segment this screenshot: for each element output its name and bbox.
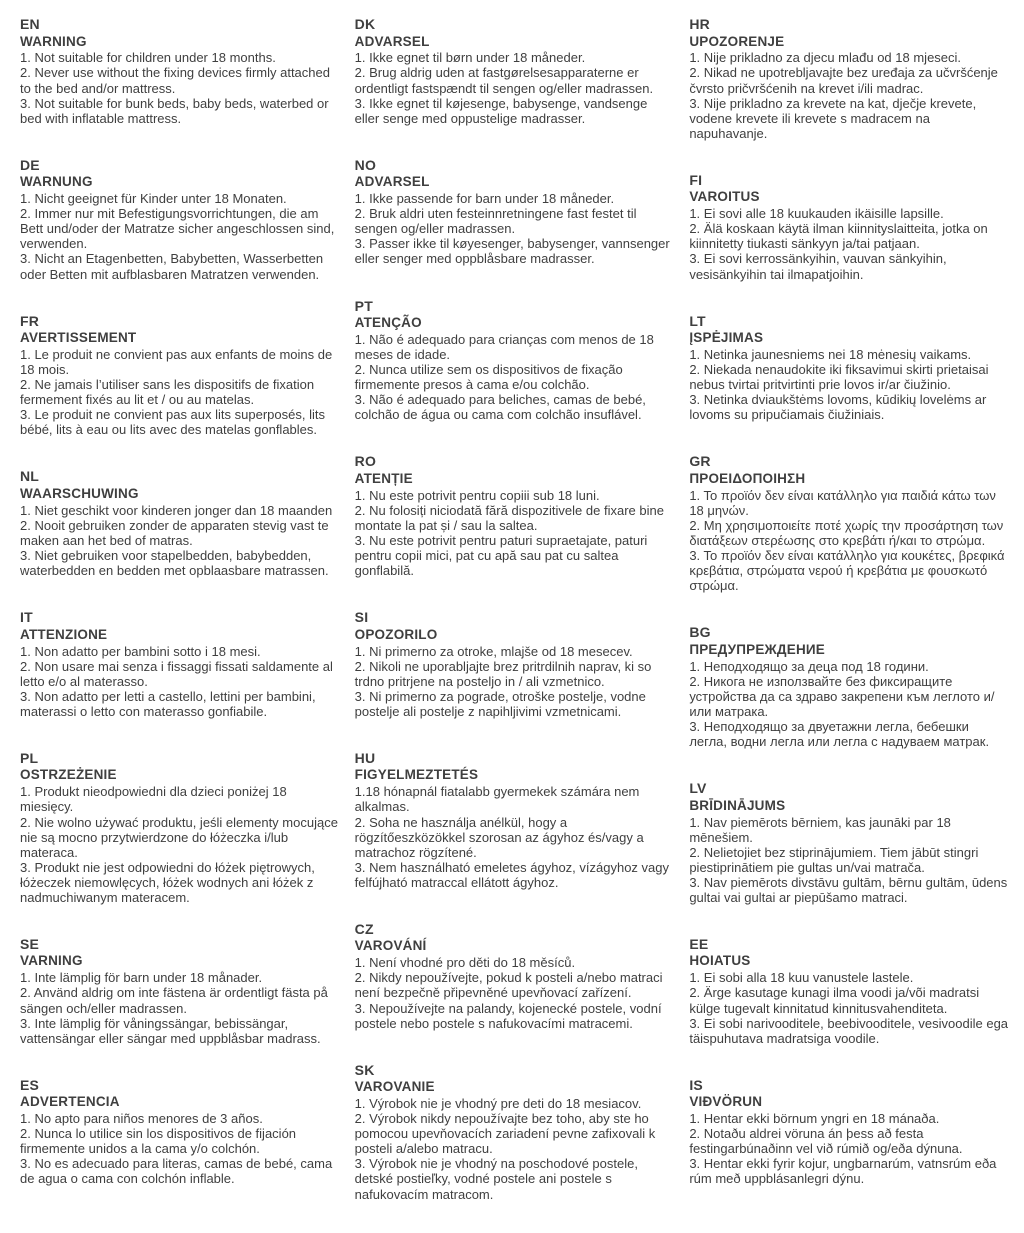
warning-item: 2. Nikdy nepoužívejte, pokud k posteli a/nebo matraci není bezpečně připevněné upevňovací zařízení. bbox=[354, 970, 663, 1001]
warning-item: 2. Ne jamais l’utiliser sans les dispositifs de fixation fermement fixés au lit et / ou au matelas. bbox=[20, 377, 315, 408]
warning-section bbox=[355, 16, 676, 126]
warning-item: 2. Non usare mai senza i fissaggi fissati saldamente al letto e/o al materasso. bbox=[20, 658, 333, 689]
warning-item: 2. Nunca utilize sem os dispositivos de fixação firmemente presos à cama e/ou colchão. bbox=[354, 362, 623, 393]
warning-item: 2. Soha ne használja anélkül, hogy a rögzítőeszközökkel szorosan az ágyhoz és/vagy a matrachoz rögzítené. bbox=[354, 814, 644, 860]
warning-section bbox=[355, 1062, 676, 1202]
warning-item: 1. No apto para niños menores de 3 años. bbox=[20, 1111, 263, 1127]
warning-item: 2. Älä koskaan käytä ilman kiinnityslaitteita, jotka on kiinnitetty tiukasti sänkyyn ja/tai patjaan. bbox=[689, 221, 988, 252]
warning-heading: WAARSCHUWING bbox=[20, 485, 139, 501]
warning-item: 3. No es adecuado para literas, camas de bebé, cama de agua o cama con colchón inflable. bbox=[20, 1156, 333, 1187]
language-code: NO bbox=[354, 156, 377, 173]
warning-item: 2. Nikoli ne uporabljajte brez pritrdilnih naprav, ki so trdno pritrjene na posteljo in / ali vzmetnico. bbox=[354, 658, 652, 689]
language-code: CZ bbox=[354, 920, 374, 937]
warning-item: 1. Niet geschikt voor kinderen jonger dan 18 maanden bbox=[20, 502, 333, 518]
warning-item: 2. Μη χρησιμοποιείτε ποτέ χωρίς την προσάρτηση των διατάξεων στερέωσης στο κρεβάτι ή/και το στρώμα. bbox=[689, 517, 1004, 548]
language-code: FR bbox=[20, 312, 40, 329]
warning-item: 2. Nu folosiți niciodată fără dispozitivele de fixare bine montate la pat și / sau la saltea. bbox=[354, 502, 664, 533]
warning-item: 3. Nem használható emeletes ágyhoz, vízágyhoz vagy felfújható matraccal ellátott ágyhoz. bbox=[354, 859, 669, 890]
language-code: LT bbox=[689, 312, 706, 329]
warning-item: 3. Výrobok nie je vhodný na poschodové postele, detské postieľky, vodné postele ani postele s nafukovacím matracom. bbox=[354, 1156, 638, 1202]
warning-item: 3. Não é adequado para beliches, camas de bebé, colchão de água ou cama com colchão insuflável. bbox=[354, 392, 646, 423]
warning-item: 2. Bruk aldri uten festeinnretningene fast festet til sengen og/eller madrassen. bbox=[354, 206, 637, 237]
language-code: IS bbox=[689, 1076, 703, 1093]
column-1 bbox=[20, 16, 341, 1233]
warning-heading: ATENȚIE bbox=[354, 470, 413, 486]
language-code: PT bbox=[354, 297, 373, 314]
warning-item: 2. Never use without the fixing devices firmly attached to the bed and/or mattress. bbox=[20, 65, 330, 96]
warning-item: 1. Το προϊόν δεν είναι κατάλληλο για παιδιά κάτω των 18 μηνών. bbox=[689, 487, 996, 518]
warning-item: 3. Nicht an Etagenbetten, Babybetten, Wasserbetten oder Betten mit aufblasbaren Matratzen verwenden. bbox=[20, 251, 324, 282]
warning-section bbox=[20, 313, 341, 438]
warning-item: 2. Nelietojiet bez stiprinājumiem. Tiem jābūt stingri piestiprinātiem pie gultas un/vai matrača. bbox=[689, 844, 979, 875]
language-code: EN bbox=[20, 16, 40, 32]
warning-item: 3. Ni primerno za pograde, otroške postelje, vodne postelje ali postelje z napihljivimi vzmetnicami. bbox=[354, 688, 646, 719]
warning-item: 1. Nije prikladno za djecu mlađu od 18 mjeseci. bbox=[689, 50, 962, 66]
warning-item: 3. Неподходящо за двуетажни легла, бебешки легла, водни легла или легла с надуваем матрак. bbox=[689, 718, 990, 750]
warning-item: 2. Notaðu aldrei vöruna án þess að festa festingarbúnaðinn vel við rúmið og/eða dýnuna. bbox=[689, 1126, 963, 1157]
warning-item: 3. Ei sobi narivooditele, beebivooditele, vesivoodile ega täispuhutava madratsiga voodile. bbox=[689, 1015, 1009, 1046]
warning-heading: ΠΡΟΕΙΔΟΠΟΙΗΣΗ bbox=[689, 470, 806, 486]
warning-heading: VIÐVÖRUN bbox=[689, 1094, 763, 1110]
warning-section bbox=[355, 609, 676, 719]
warning-item: 3. Nepoužívejte na palandy, kojenecké postele, vodní postele nebo postele s nafukovacími matracemi. bbox=[354, 1000, 662, 1031]
language-code: FI bbox=[689, 171, 703, 188]
warning-heading: ATTENZIONE bbox=[20, 626, 108, 642]
warning-item: 1. Inte lämplig för barn under 18 månader. bbox=[20, 970, 263, 986]
warning-item: 1. Ikke egnet til børn under 18 måneder. bbox=[354, 50, 586, 66]
warning-section bbox=[689, 780, 1010, 905]
warning-item: 2. Ärge kasutage kunagi ilma voodi ja/või madratsi külge tugevalt kinnitatud kinnitusvahenditeta. bbox=[689, 985, 980, 1016]
language-code: RO bbox=[354, 453, 377, 470]
warning-item: 2. Använd aldrig om inte fästena är ordentligt fästa på sängen och/eller madrassen. bbox=[20, 985, 328, 1016]
warning-heading: ADVARSEL bbox=[354, 174, 430, 190]
warning-item: 1. Não é adequado para crianças com menos de 18 meses de idade. bbox=[354, 331, 654, 362]
warning-section bbox=[355, 157, 676, 267]
language-code: ES bbox=[20, 1076, 40, 1093]
warning-item: 3. Nu este potrivit pentru paturi supraetajate, paturi pentru copii mici, pat cu apă sau pat cu saltea gonflabilă. bbox=[354, 532, 648, 579]
warning-item: 3. Non adatto per letti a castello, lettini per bambini, materassi o letto con materasso gonfiabile. bbox=[20, 688, 316, 719]
warning-item: 3. Nije prikladno za krevete na kat, dječje krevete, vodene krevete ili krevete s madracem na napuhavanje. bbox=[689, 95, 977, 141]
warning-item: 2. Výrobok nikdy nepoužívajte bez toho, aby ste ho pomocou upevňovacích zariadení pevne zafixovali k posteli a/alebo matracu. bbox=[354, 1111, 656, 1157]
language-code: SK bbox=[354, 1061, 375, 1078]
warning-section bbox=[20, 1077, 341, 1187]
warning-item: 1. Netinka jaunesniems nei 18 mėnesių vaikams. bbox=[689, 346, 972, 362]
warning-section bbox=[20, 936, 341, 1046]
warning-section bbox=[20, 609, 341, 719]
language-code: EE bbox=[689, 935, 709, 952]
warning-section bbox=[20, 468, 341, 578]
warning-section bbox=[20, 157, 341, 282]
warning-item: 1. Nicht geeignet für Kinder unter 18 Monaten. bbox=[20, 191, 287, 207]
warning-item: 2. Brug aldrig uden at fastgørelsesapparaterne er ordentligt fastspændt til sengen og/eller madrassen. bbox=[354, 65, 654, 96]
warning-item: 3. Ikke egnet til køjesenge, babysenge, vandsenge eller senge med oppustelige madrasser. bbox=[354, 95, 648, 126]
warning-item: 1.18 hónapnál fiatalabb gyermekek számára nem alkalmas. bbox=[354, 784, 640, 815]
language-code: NL bbox=[20, 468, 40, 485]
warning-section bbox=[355, 453, 676, 578]
language-code: HU bbox=[354, 749, 376, 766]
warning-item: 1. Non adatto per bambini sotto i 18 mesi. bbox=[20, 643, 261, 659]
warning-item: 2. Nikad ne upotrebljavajte bez uređaja za učvršćenje čvrsto pričvršćenih na krevet i/ili madrac. bbox=[689, 65, 998, 96]
warning-section bbox=[689, 313, 1010, 423]
warning-item: 3. Το προϊόν δεν είναι κατάλληλο για κουκέτες, βρεφικά κρεβάτια, στρώματα νερού ή κρεβάτια με φουσκωτό στρώμα. bbox=[689, 548, 1005, 594]
column-2 bbox=[355, 16, 676, 1233]
warning-heading: ATENÇÃO bbox=[354, 315, 422, 331]
warning-item: 1. Nav piemērots bērniem, kas jaunāki par 18 mēnešiem. bbox=[689, 814, 951, 845]
warning-item: 1. Le produit ne convient pas aux enfants de moins de 18 mois. bbox=[20, 346, 333, 378]
warning-heading: WARNING bbox=[20, 33, 87, 49]
warning-item: 1. Hentar ekki börnum yngri en 18 mánaða. bbox=[689, 1111, 940, 1127]
warning-item: 3. Hentar ekki fyrir kojur, ungbarnarúm, vatnsrúm eða rúm með uppblásanlegri dýnu. bbox=[689, 1156, 997, 1187]
warning-heading: VAROVANIE bbox=[354, 1079, 435, 1095]
warning-item: 3. Le produit ne convient pas aux lits superposés, lits bébé, lits à eau ou lits avec des matelas gonflables. bbox=[20, 407, 325, 438]
warning-section bbox=[355, 750, 676, 890]
warning-item: 3. Passer ikke til køyesenger, babysenger, vannsenger eller senger med oppblåsbare madrasser. bbox=[354, 236, 670, 267]
warning-item: 1. Výrobok nie je vhodný pre deti do 18 mesiacov. bbox=[354, 1096, 642, 1112]
language-code: DK bbox=[354, 16, 376, 32]
language-code: SI bbox=[354, 609, 369, 626]
warning-section bbox=[689, 453, 1010, 593]
language-code: GR bbox=[689, 453, 711, 470]
warning-section bbox=[20, 750, 341, 905]
warning-item: 3. Niet gebruiken voor stapelbedden, babybedden, waterbedden en bedden met opblaasbare matrassen. bbox=[20, 548, 329, 579]
warning-section bbox=[20, 16, 341, 126]
language-code: IT bbox=[20, 609, 33, 626]
warning-section bbox=[689, 172, 1010, 282]
warning-item: 1. Produkt nieodpowiedni dla dzieci poniżej 18 miesięcy. bbox=[20, 784, 287, 815]
warning-item: 2. Nooit gebruiken zonder de apparaten stevig vast te maken aan het bed of matras. bbox=[20, 517, 329, 548]
warning-item: 3. Produkt nie jest odpowiedni do łóżek piętrowych, łóżeczek niemowlęcych, łóżek wodnych ani łóżek z nadmuchiwanym materacem. bbox=[20, 859, 315, 905]
warning-item: 1. Not suitable for children under 18 months. bbox=[20, 50, 276, 66]
language-code: BG bbox=[689, 624, 711, 641]
language-code: LV bbox=[689, 780, 707, 797]
warning-item: 1. Ni primerno za otroke, mlajše od 18 mesecev. bbox=[354, 643, 633, 659]
warning-heading: ĮSPĖJIMAS bbox=[689, 330, 764, 346]
warning-item: 3. Ei sovi kerrossänkyihin, vauvan sänkyihin, vesisänkyihin tai ilmapatjoihin. bbox=[689, 251, 947, 282]
warning-heading: BRĪDINĀJUMS bbox=[689, 797, 786, 813]
warning-item: 1. Ei sovi alle 18 kuukauden ikäisille lapsille. bbox=[689, 206, 944, 222]
warning-heading: OPOZORILO bbox=[354, 626, 438, 642]
warning-heading: VAROITUS bbox=[689, 189, 760, 205]
warning-item: 3. Nav piemērots divstāvu gultām, bērnu gultām, ūdens gultai vai gultai ar piepūšamo matraci. bbox=[689, 874, 1008, 905]
warning-heading: HOIATUS bbox=[689, 953, 751, 969]
warning-item: 2. Niekada nenaudokite iki fiksavimui skirti prietaisai nebus tvirtai pritvirtinti prie lovos ir/ar čiužinio. bbox=[689, 362, 989, 393]
warning-item: 3. Inte lämplig för våningssängar, bebissängar, vattensängar eller sängar med uppblåsbar madrass. bbox=[20, 1015, 321, 1046]
warning-item: 3. Not suitable for bunk beds, baby beds, waterbed or bed with inflatable mattress. bbox=[20, 95, 329, 126]
warning-heading: WARNUNG bbox=[20, 174, 93, 190]
warning-section bbox=[355, 298, 676, 423]
warning-item: 1. Ikke passende for barn under 18 måneder. bbox=[354, 191, 615, 207]
warning-heading: AVERTISSEMENT bbox=[20, 330, 137, 346]
language-code: PL bbox=[20, 749, 39, 766]
warning-item: 1. Неподходящо за деца под 18 години. bbox=[689, 658, 929, 674]
warning-heading: OSTRZEŻENIE bbox=[20, 767, 117, 783]
language-code: HR bbox=[689, 16, 710, 32]
warning-section bbox=[689, 1077, 1010, 1187]
column-3 bbox=[689, 16, 1010, 1233]
warning-item: 3. Netinka dviaukštėms lovoms, kūdikių lovelėms ar lovoms su pripučiamais čiužiniais. bbox=[689, 392, 987, 423]
warning-heading: ПРЕДУПРЕЖДЕНИЕ bbox=[689, 641, 826, 657]
warning-item: 2. Nie wolno używać produktu, jeśli elementy mocujące nie są mocno przytwierdzone do łóżeczka i/lub materaca. bbox=[20, 814, 338, 860]
warning-item: 2. Nunca lo utilice sin los dispositivos de fijación firmemente unidos a la cama y/o colchón. bbox=[20, 1126, 297, 1157]
warning-section bbox=[689, 624, 1010, 749]
warning-heading: ADVARSEL bbox=[354, 33, 430, 49]
warning-heading: ADVERTENCIA bbox=[20, 1094, 120, 1110]
warning-section bbox=[689, 16, 1010, 141]
warning-heading: FIGYELMEZTETÉS bbox=[354, 767, 479, 783]
warning-heading: VARNING bbox=[20, 953, 83, 969]
warning-heading: VAROVÁNÍ bbox=[354, 938, 427, 954]
warning-item: 1. Ei sobi alla 18 kuu vanustele lastele. bbox=[689, 970, 914, 986]
warning-heading: UPOZORENJE bbox=[689, 33, 785, 49]
warning-item: 2. Immer nur mit Befestigungsvorrichtungen, die am Bett und/oder der Matratze sicher angeschlossen sind, verwenden. bbox=[20, 206, 335, 252]
warning-section bbox=[355, 921, 676, 1031]
language-code: SE bbox=[20, 935, 40, 952]
warning-item: 1. Není vhodné pro děti do 18 měsíců. bbox=[354, 955, 576, 971]
warning-section bbox=[689, 936, 1010, 1046]
warning-item: 1. Nu este potrivit pentru copiii sub 18 luni. bbox=[354, 487, 600, 503]
language-code: DE bbox=[20, 156, 40, 173]
warning-item: 2. Никога не използвайте без фиксиращите устройства да са здраво закрепени към леглото и/или матрака. bbox=[689, 673, 995, 719]
